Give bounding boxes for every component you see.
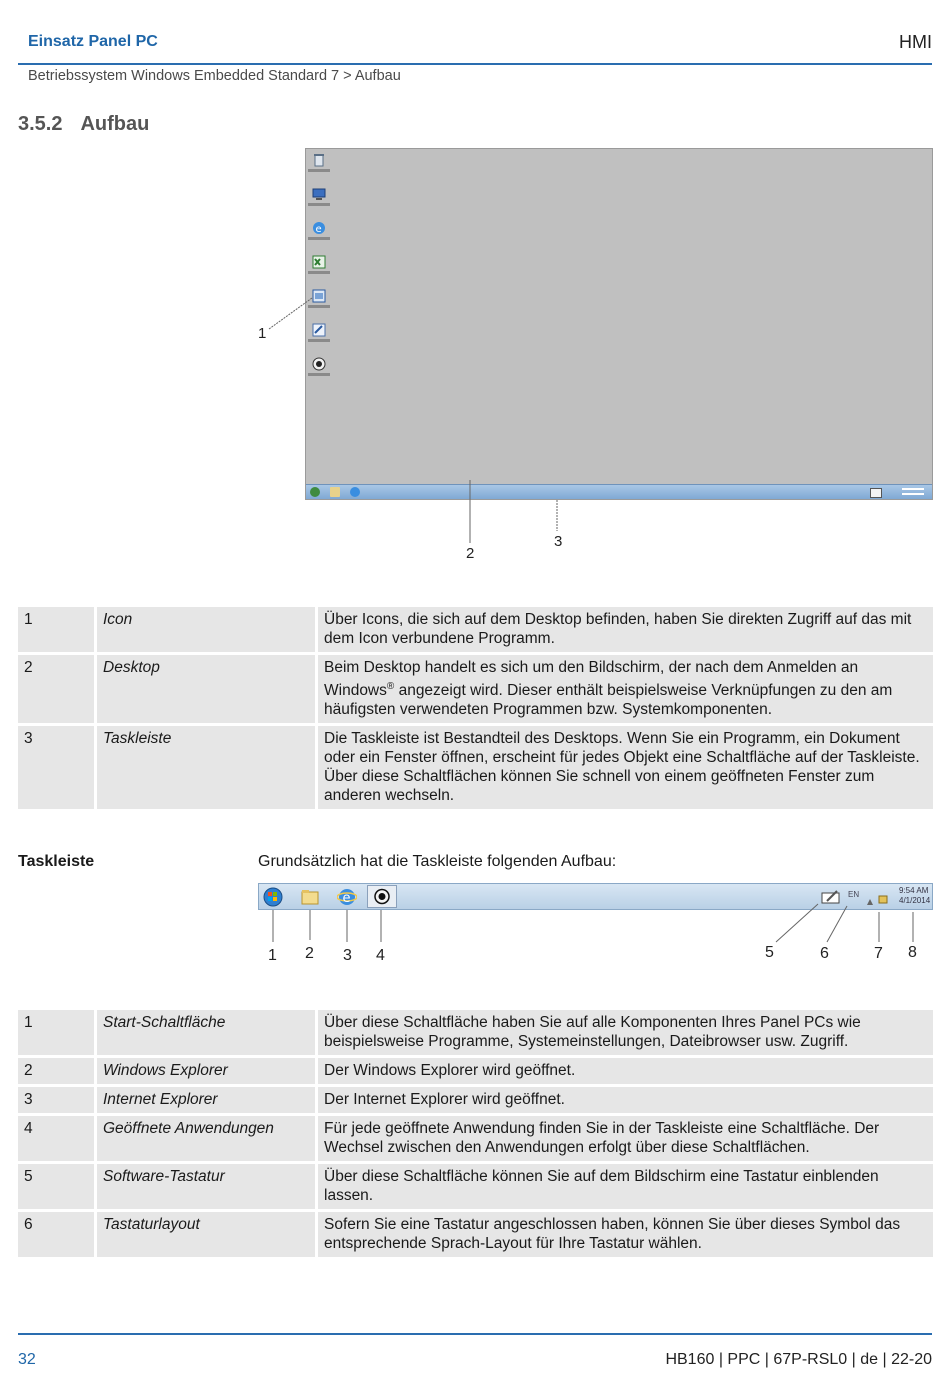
table-row	[18, 1164, 933, 1209]
row-number: 2	[18, 655, 97, 723]
callout-2: 2	[305, 945, 314, 962]
desktop-callout-lines	[0, 0, 950, 600]
callout-6: 6	[820, 945, 829, 962]
row-description: Der Internet Explorer wird geöffnet.	[318, 1087, 933, 1113]
taskbar-intro-text: Grundsätzlich hat die Taskleiste folgenden Aufbau:	[258, 853, 617, 870]
row-number: 6	[18, 1212, 97, 1257]
table-row	[18, 655, 933, 723]
table-row	[18, 1058, 933, 1084]
row-term: Taskleiste	[97, 726, 318, 809]
callout-7: 7	[874, 945, 883, 962]
taskbar-callout-lines	[0, 900, 950, 960]
clock-time: 9:54 AM	[899, 886, 929, 895]
section-title: Aufbau	[80, 113, 150, 135]
row-term: Icon	[97, 607, 318, 652]
row-number: 3	[18, 726, 97, 809]
clock-date: 4/1/2014	[899, 896, 931, 905]
table-row	[18, 1116, 933, 1161]
row-description: Sofern Sie eine Tastatur angeschlossen haben, können Sie über dieses Symbol das entsprechende Sprach-Layout für Ihre Tastatur wählen.	[318, 1212, 933, 1257]
table-row	[18, 1010, 933, 1055]
row-term: Start-Schaltfläche	[97, 1010, 318, 1055]
table-row	[18, 1087, 933, 1113]
table-row	[18, 607, 933, 652]
row-term: Software-Tastatur	[97, 1164, 318, 1209]
breadcrumb: Betriebssystem Windows Embedded Standard 7 > Aufbau	[28, 68, 401, 84]
row-term: Windows Explorer	[97, 1058, 318, 1084]
taskbar-side-heading: Taskleiste	[18, 853, 95, 870]
row-term: Geöffnete Anwendungen	[97, 1116, 318, 1161]
document-reference: HB160 | PPC | 67P-RSL0 | de | 22-20	[665, 1351, 932, 1368]
footer-divider	[18, 1333, 932, 1335]
table-row	[18, 726, 933, 809]
row-number: 3	[18, 1087, 97, 1113]
callout-3: 3	[554, 533, 563, 550]
callout-5: 5	[765, 944, 774, 961]
svg-text:e: e	[315, 224, 322, 235]
callout-3: 3	[343, 947, 352, 964]
table-row	[18, 1212, 933, 1257]
callout-8: 8	[908, 944, 917, 961]
row-description: Über Icons, die sich auf dem Desktop befinden, haben Sie direkten Zugriff auf das mit dem Icon verbundene Programm.	[318, 607, 933, 652]
row-number: 4	[18, 1116, 97, 1161]
row-number: 2	[18, 1058, 97, 1084]
row-term: Desktop	[97, 655, 318, 723]
callout-1: 1	[258, 325, 267, 342]
row-number: 5	[18, 1164, 97, 1209]
callout-4: 4	[376, 947, 385, 964]
row-description: Die Taskleiste ist Bestandteil des Desktops. Wenn Sie ein Programm, ein Dokument oder ein Fenster öffnen, erscheint für jedes Objekt eine Schaltfläche auf der Taskleiste. Über diese Schaltflächen können Sie schnell von einem geöffneten Fenster zum anderen wechseln.	[318, 726, 933, 809]
desktop-elements-table	[18, 604, 933, 812]
page-number: 32	[18, 1351, 36, 1368]
row-description: Der Windows Explorer wird geöffnet.	[318, 1058, 933, 1084]
svg-text:e: e	[342, 891, 351, 906]
section-number: 3.5.2	[18, 113, 63, 135]
keyboard-layout-indicator[interactable]: EN	[848, 890, 860, 899]
row-description: Über diese Schaltfläche haben Sie auf alle Komponenten Ihres Panel PCs wie beispielsweise Programme, Systemeinstellungen, Dateibrowser usw. Zugriff.	[318, 1010, 933, 1055]
row-term: Tastaturlayout	[97, 1212, 318, 1257]
row-description: Über diese Schaltfläche können Sie auf dem Bildschirm eine Tastatur einblenden lassen.	[318, 1164, 933, 1209]
taskbar-elements-table	[18, 1007, 933, 1260]
row-number: 1	[18, 607, 97, 652]
chapter-label: HMI	[899, 32, 932, 52]
tray-expand-icon[interactable]	[867, 892, 873, 898]
row-number: 1	[18, 1010, 97, 1055]
callout-1: 1	[268, 947, 277, 964]
document-title: Einsatz Panel PC	[28, 33, 158, 50]
row-description: Für jede geöffnete Anwendung finden Sie in der Taskleiste eine Schaltfläche. Der Wechsel zwischen den Anwendungen erfolgt über diese Schaltflächen.	[318, 1116, 933, 1161]
callout-2: 2	[466, 545, 475, 562]
row-term: Internet Explorer	[97, 1087, 318, 1113]
row-description: Beim Desktop handelt es sich um den Bildschirm, der nach dem Anmelden an Windows® angezeigt wird. Dieser enthält beispielsweise Verknüpfungen zu den am häufigsten verwendeten Programmen bzw. Systemkomponenten.	[318, 655, 933, 723]
